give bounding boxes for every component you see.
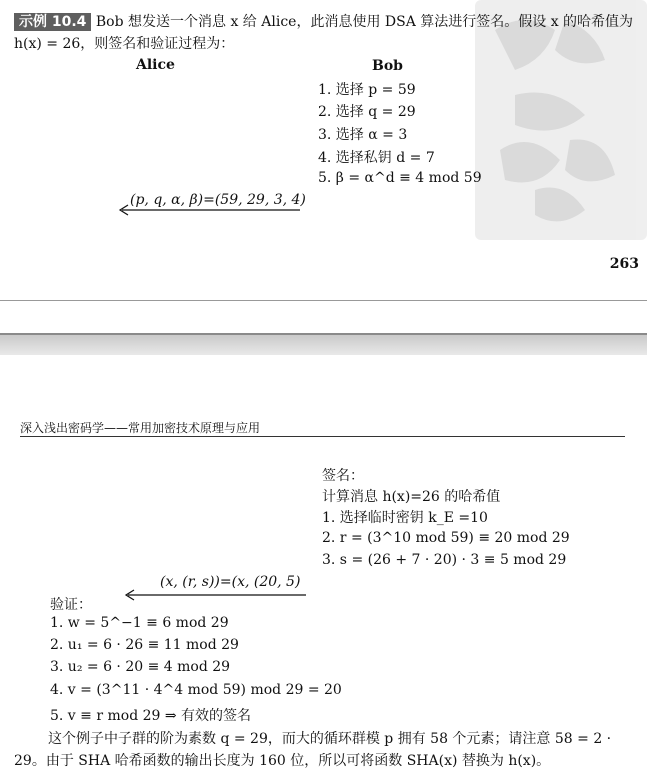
bob-step-1: 1. 选择 p = 59 bbox=[318, 82, 416, 98]
sign-step-1: 1. 选择临时密钥 k_E =10 bbox=[322, 510, 488, 526]
sign-step-hash: 计算消息 h(x)=26 的哈希值 bbox=[322, 489, 501, 505]
verify-title: 验证： bbox=[50, 597, 92, 613]
verify-step-1: 1. w = 5^−1 ≡ 6 mod 29 bbox=[50, 615, 229, 631]
verify-step-5: 5. v ≡ r mod 29 ⇒ 有效的签名 bbox=[50, 708, 252, 724]
sign-title: 签名： bbox=[322, 468, 364, 484]
bob-step-2: 2. 选择 q = 29 bbox=[318, 104, 416, 120]
sign-step-3: 3. s = (26 + 7 · 20) · 3 ≡ 5 mod 29 bbox=[322, 552, 567, 568]
page-gap bbox=[0, 335, 647, 355]
bob-step-5: 5. β = α^d ≡ 4 mod 59 bbox=[318, 170, 482, 186]
example-badge: 示例 10.4 bbox=[14, 13, 91, 31]
example-intro-text: Bob 想发送一个消息 x 给 Alice，此消息使用 DSA 算法进行签名。假设 x 的哈希值为 h(x) = 26，则签名和验证过程为： bbox=[14, 14, 634, 52]
sign-step-2: 2. r = (3^10 mod 59) ≡ 20 mod 29 bbox=[322, 530, 570, 546]
signature-message: (x, (r, s))=(x, (20, 5) bbox=[160, 574, 301, 590]
page-top bbox=[0, 0, 647, 304]
running-header: 深入浅出密码学——常用加密技术原理与应用 bbox=[20, 421, 261, 435]
verify-step-3: 3. u₂ = 6 · 20 ≡ 4 mod 29 bbox=[50, 659, 231, 675]
verify-step-2: 2. u₁ = 6 · 26 ≡ 11 mod 29 bbox=[50, 637, 239, 653]
example-intro bbox=[14, 11, 634, 55]
bob-label: Bob bbox=[372, 58, 403, 74]
verify-step-4: 4. v = (3^11 · 4^4 mod 59) mod 29 = 20 bbox=[50, 682, 342, 698]
header-rule bbox=[20, 436, 625, 437]
arrow-left-icon bbox=[122, 588, 308, 602]
page-bottom-rule bbox=[0, 300, 647, 301]
arrow-left-icon bbox=[116, 203, 302, 217]
alice-label: Alice bbox=[136, 57, 175, 73]
bob-step-3: 3. 选择 α = 3 bbox=[318, 127, 408, 143]
page-number: 263 bbox=[609, 256, 639, 272]
closing-paragraph: 这个例子中子群的阶为素数 q = 29，而大的循环群模 p 拥有 58 个元素；请注意 58 = 2 · 29。由于 SHA 哈希函数的输出长度为 160 位，所以可将函数 SHA(x) 替换为 h(x)。 bbox=[14, 731, 612, 769]
bob-step-4: 4. 选择私钥 d = 7 bbox=[318, 150, 435, 166]
public-key-message: (p, q, α, β)=(59, 29, 3, 4) bbox=[130, 192, 306, 208]
